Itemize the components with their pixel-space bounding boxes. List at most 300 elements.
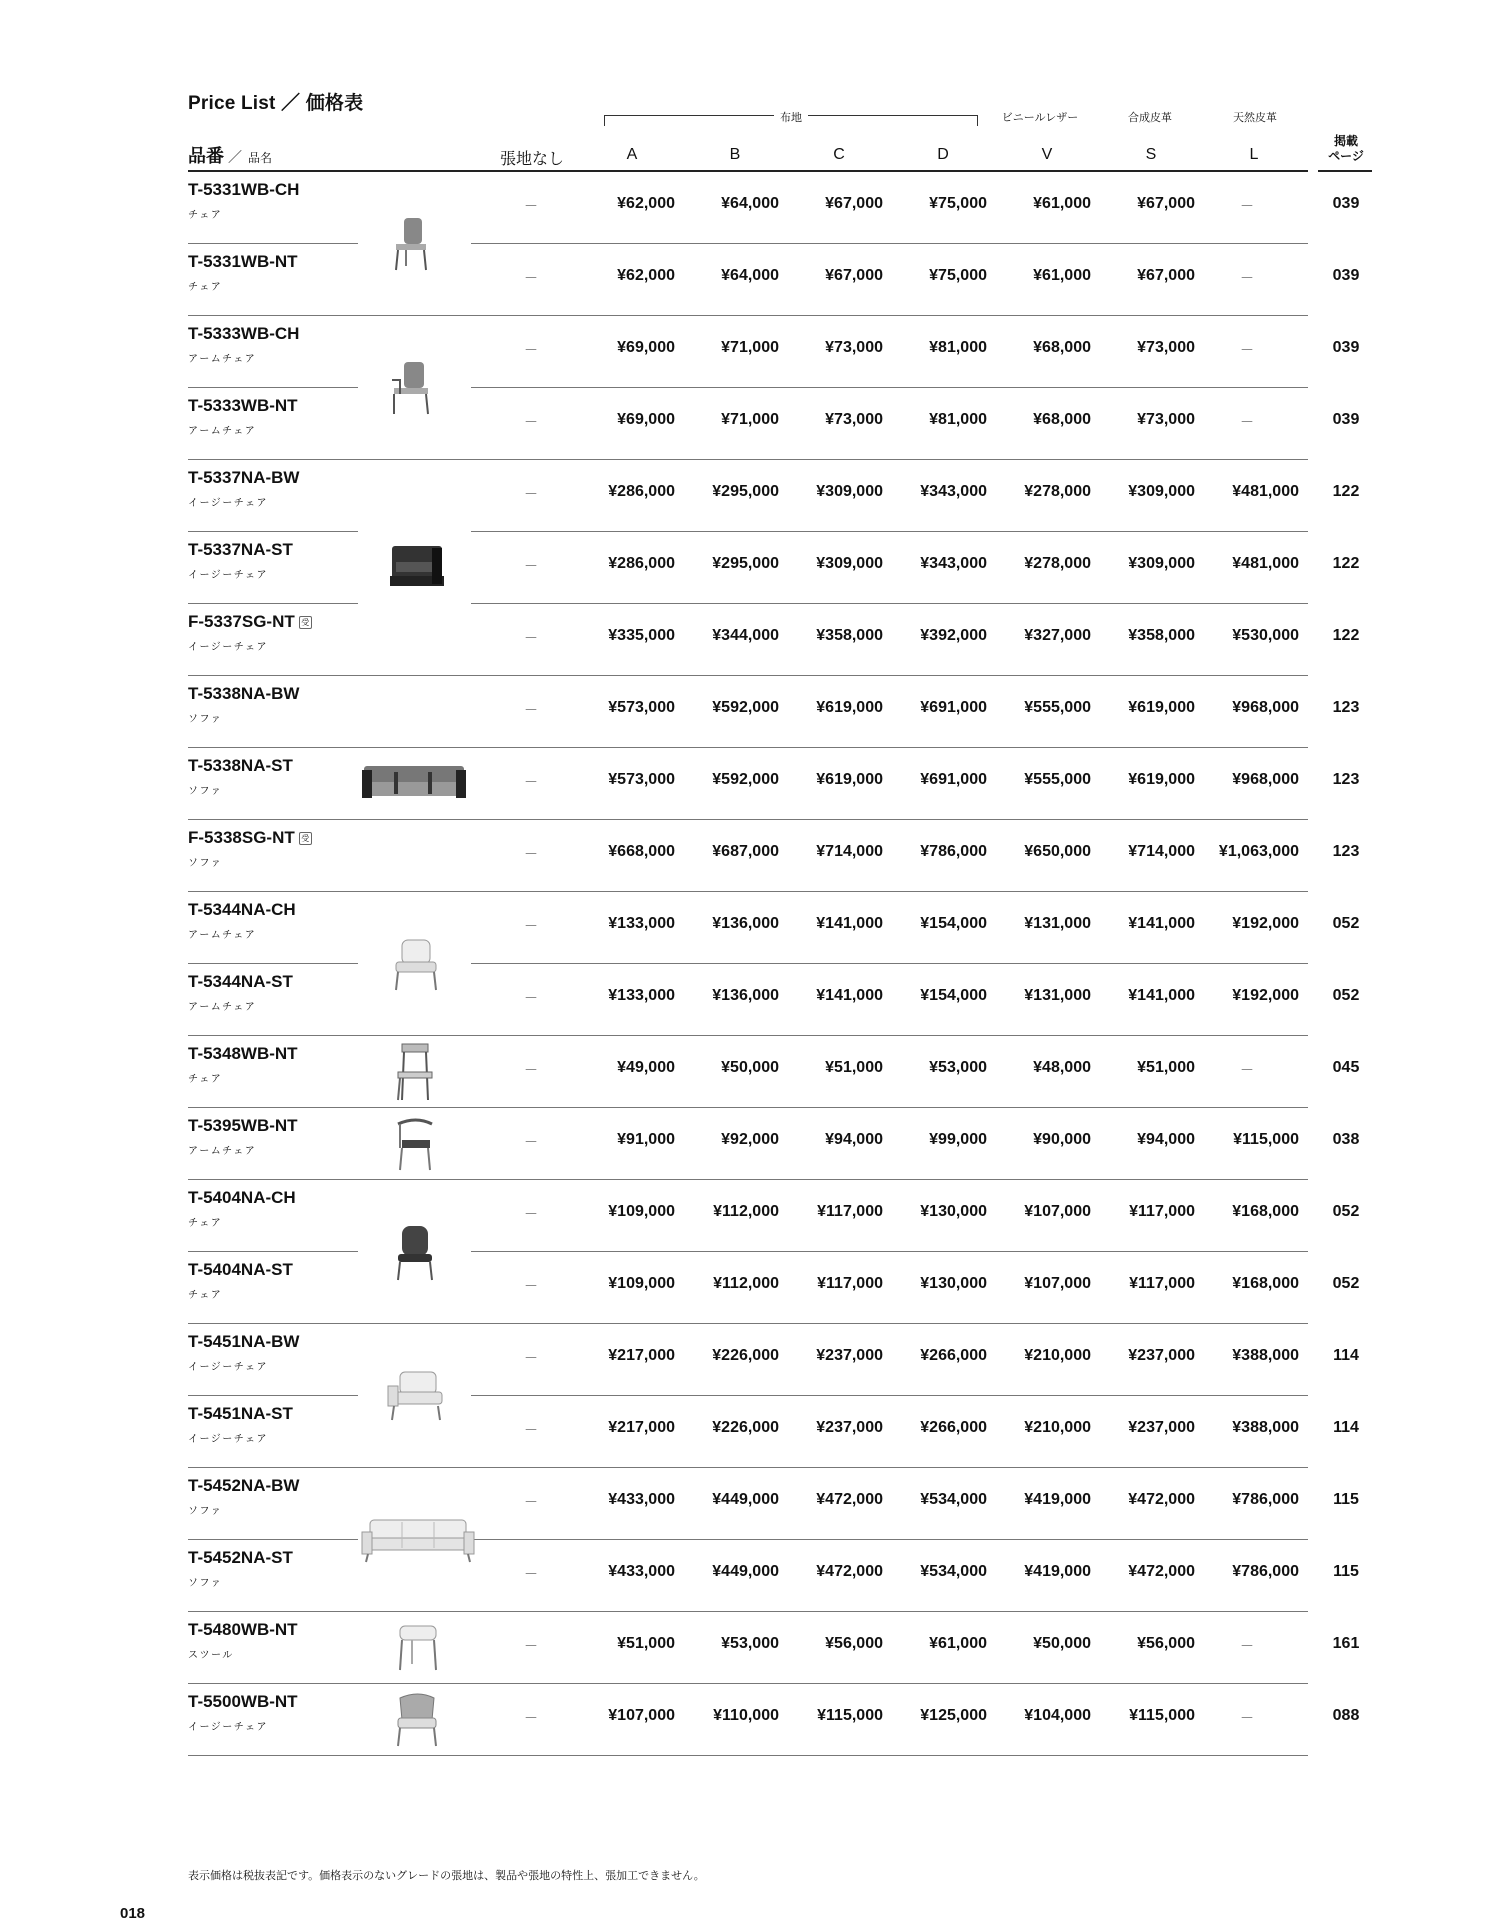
page-ref: 039 <box>1332 411 1360 428</box>
price-cell: － <box>1240 198 1254 214</box>
price-cell: ¥130,000 <box>920 1275 987 1292</box>
arm-chair-white-icon <box>372 934 462 994</box>
price-cell: ¥68,000 <box>1033 339 1091 356</box>
no-upholstery-value: － <box>524 1134 538 1150</box>
side-chair-icon <box>372 214 462 274</box>
table-row <box>0 1252 1503 1324</box>
price-cell: ¥110,000 <box>713 1707 779 1724</box>
price-cell: ¥309,000 <box>816 555 883 572</box>
price-cell: ¥131,000 <box>1024 987 1091 1004</box>
page-ref: 123 <box>1332 771 1360 788</box>
page-ref: 122 <box>1332 627 1360 644</box>
price-cell: ¥69,000 <box>617 411 675 428</box>
product-name: チェア <box>188 1074 223 1085</box>
product-code <box>188 540 293 560</box>
price-cell: ¥237,000 <box>1128 1419 1195 1436</box>
page-ref: 122 <box>1332 483 1360 500</box>
price-cell: ¥278,000 <box>1024 483 1091 500</box>
product-name: アームチェア <box>188 354 257 365</box>
price-cell: ¥107,000 <box>1024 1275 1091 1292</box>
product-code <box>188 1044 298 1064</box>
arm-chair-icon <box>372 358 462 418</box>
price-cell: － <box>1240 270 1254 286</box>
price-cell: ¥534,000 <box>920 1563 987 1580</box>
product-code <box>188 1404 293 1424</box>
product-name: イージーチェア <box>188 642 268 653</box>
product-code-text: T-5500WB-NT <box>188 1692 298 1711</box>
price-cell: ¥237,000 <box>816 1347 883 1364</box>
no-upholstery-value: － <box>524 1062 538 1078</box>
price-cell: ¥53,000 <box>929 1059 987 1076</box>
page-ref: 039 <box>1332 339 1360 356</box>
no-upholstery-value: － <box>524 990 538 1006</box>
page-ref: 052 <box>1332 987 1360 1004</box>
product-code-text: T-5480WB-NT <box>188 1620 298 1639</box>
header-page <box>1320 134 1372 164</box>
table-row <box>0 1180 1503 1252</box>
product-name: アームチェア <box>188 1002 257 1013</box>
price-cell: ¥573,000 <box>608 771 675 788</box>
price-cell: ¥64,000 <box>721 195 779 212</box>
product-code-text: T-5337NA-ST <box>188 540 293 559</box>
product-code-text: T-5404NA-CH <box>188 1188 296 1207</box>
price-cell: ¥449,000 <box>712 1563 779 1580</box>
product-name: イージーチェア <box>188 570 268 581</box>
price-cell: ¥69,000 <box>617 339 675 356</box>
frame-chair-icon <box>372 1042 462 1102</box>
header-slash: ／ <box>228 149 242 165</box>
price-cell: ¥419,000 <box>1024 1563 1091 1580</box>
group-fabric-label: 布地 <box>774 109 808 125</box>
price-cell: ¥343,000 <box>920 483 987 500</box>
price-cell: ¥358,000 <box>1128 627 1195 644</box>
product-code-text: T-5331WB-NT <box>188 252 298 271</box>
price-cell: ¥50,000 <box>721 1059 779 1076</box>
price-cell: ¥71,000 <box>721 339 779 356</box>
price-cell: ¥61,000 <box>929 1635 987 1652</box>
footnote: 表示価格は税抜表記です。価格表示のないグレードの張地は、製品や張地の特性上、張加工できません。 <box>188 1870 705 1882</box>
product-name: ソファ <box>188 1578 223 1589</box>
price-cell: ¥73,000 <box>825 339 883 356</box>
price-cell: ¥309,000 <box>816 483 883 500</box>
product-code-text: T-5348WB-NT <box>188 1044 298 1063</box>
price-cell: ¥51,000 <box>1137 1059 1195 1076</box>
price-cell: ¥691,000 <box>920 771 987 788</box>
price-cell: ¥786,000 <box>1232 1563 1299 1580</box>
price-cell: ¥309,000 <box>1128 483 1195 500</box>
page-ref: 039 <box>1332 195 1360 212</box>
price-cell: ¥141,000 <box>816 987 883 1004</box>
price-cell: － <box>1240 1062 1254 1078</box>
product-code-text: T-5452NA-BW <box>188 1476 300 1495</box>
price-cell: － <box>1240 1638 1254 1654</box>
product-name: チェア <box>188 1290 223 1301</box>
price-cell: ¥67,000 <box>825 195 883 212</box>
price-cell: ¥61,000 <box>1033 195 1091 212</box>
table-row <box>0 532 1503 604</box>
product-name: ソファ <box>188 1506 223 1517</box>
page-number: 018 <box>120 1905 146 1922</box>
price-cell: ¥278,000 <box>1024 555 1091 572</box>
group-synthetic-label: 合成皮革 <box>1128 112 1172 124</box>
price-cell: ¥112,000 <box>713 1275 779 1292</box>
product-code <box>188 468 299 488</box>
price-cell: ¥130,000 <box>920 1203 987 1220</box>
price-cell: ¥530,000 <box>1232 627 1299 644</box>
price-cell: ¥73,000 <box>825 411 883 428</box>
price-cell: ¥109,000 <box>608 1203 675 1220</box>
price-cell: ¥592,000 <box>712 699 779 716</box>
page-ref: 088 <box>1332 1707 1360 1724</box>
product-code <box>188 1620 298 1640</box>
product-code-text: T-5404NA-ST <box>188 1260 293 1279</box>
page-ref: 115 <box>1333 1563 1359 1580</box>
no-upholstery-value: － <box>524 918 538 934</box>
price-cell: ¥266,000 <box>920 1347 987 1364</box>
page-ref: 115 <box>1333 1491 1359 1508</box>
product-code-text: F-5337SG-NT <box>188 612 295 631</box>
product-name: チェア <box>188 282 223 293</box>
no-upholstery-value: － <box>524 486 538 502</box>
header-col-s: S <box>1145 146 1157 163</box>
price-cell: ¥107,000 <box>608 1707 675 1724</box>
easy-chair-icon <box>372 538 462 598</box>
page-ref: 123 <box>1332 699 1360 716</box>
price-cell: － <box>1240 342 1254 358</box>
price-cell: ¥226,000 <box>712 1347 779 1364</box>
price-cell: ¥668,000 <box>608 843 675 860</box>
price-cell: ¥449,000 <box>712 1491 779 1508</box>
price-cell: ¥112,000 <box>713 1203 779 1220</box>
price-cell: ¥358,000 <box>816 627 883 644</box>
product-code <box>188 252 298 272</box>
product-name: スツール <box>188 1650 234 1661</box>
no-upholstery-value: － <box>524 1350 538 1366</box>
price-cell: ¥433,000 <box>608 1491 675 1508</box>
stool-icon <box>372 1618 462 1678</box>
wood-arm-chair-icon <box>372 1114 462 1174</box>
header-hinban-text: 品番 <box>188 146 224 166</box>
price-cell: ¥141,000 <box>816 915 883 932</box>
product-name: ソファ <box>188 786 223 797</box>
table-row <box>0 1540 1503 1612</box>
no-upholstery-value: － <box>524 1566 538 1582</box>
price-cell: ¥51,000 <box>825 1059 883 1076</box>
header-hinban <box>188 142 272 168</box>
price-cell: ¥51,000 <box>617 1635 675 1652</box>
sofa-icon <box>360 754 476 814</box>
price-cell: ¥141,000 <box>1128 915 1195 932</box>
price-cell: ¥107,000 <box>1024 1203 1091 1220</box>
table-row <box>0 892 1503 964</box>
product-code-text: T-5333WB-NT <box>188 396 298 415</box>
price-cell: ¥344,000 <box>712 627 779 644</box>
price-cell: ¥61,000 <box>1033 267 1091 284</box>
price-cell: ¥115,000 <box>1129 1707 1195 1724</box>
group-vinyl-label: ビニールレザー <box>1001 112 1079 124</box>
product-name: イージーチェア <box>188 1434 268 1445</box>
price-cell: ¥64,000 <box>721 267 779 284</box>
price-cell: ¥210,000 <box>1024 1419 1091 1436</box>
price-cell: ¥50,000 <box>1033 1635 1091 1652</box>
price-cell: ¥91,000 <box>617 1131 675 1148</box>
price-cell: ¥217,000 <box>608 1419 675 1436</box>
price-cell: ¥73,000 <box>1137 339 1195 356</box>
product-code <box>188 1116 298 1136</box>
price-cell: ¥73,000 <box>1137 411 1195 428</box>
product-code-text: T-5395WB-NT <box>188 1116 298 1135</box>
price-cell: ¥210,000 <box>1024 1347 1091 1364</box>
price-cell: － <box>1240 1710 1254 1726</box>
header-col-v: V <box>1041 146 1053 163</box>
header-hinmei: 品名 <box>248 151 273 165</box>
price-cell: ¥117,000 <box>1129 1203 1195 1220</box>
price-cell: ¥136,000 <box>712 987 779 1004</box>
price-cell: ¥71,000 <box>721 411 779 428</box>
price-cell: ¥309,000 <box>1128 555 1195 572</box>
product-name: アームチェア <box>188 1146 257 1157</box>
price-cell: ¥419,000 <box>1024 1491 1091 1508</box>
price-cell: ¥619,000 <box>816 699 883 716</box>
product-code <box>188 396 298 416</box>
price-cell: ¥117,000 <box>817 1203 883 1220</box>
product-code <box>188 828 312 848</box>
table-row <box>0 964 1503 1036</box>
product-code-text: T-5344NA-CH <box>188 900 296 919</box>
price-cell: ¥295,000 <box>712 483 779 500</box>
price-cell: ¥217,000 <box>608 1347 675 1364</box>
table-row <box>0 1396 1503 1468</box>
order-badge: 受 <box>299 616 312 629</box>
product-code-text: T-5451NA-ST <box>188 1404 293 1423</box>
price-cell: ¥192,000 <box>1232 915 1299 932</box>
price-cell: ¥388,000 <box>1232 1347 1299 1364</box>
tub-chair-icon <box>372 1690 462 1750</box>
table-row <box>0 676 1503 748</box>
product-name: アームチェア <box>188 426 257 437</box>
price-cell: ¥786,000 <box>1232 1491 1299 1508</box>
price-cell: ¥968,000 <box>1232 771 1299 788</box>
page-title: Price List ／ 価格表 <box>188 93 364 114</box>
price-cell: ¥1,063,000 <box>1218 843 1299 860</box>
price-cell: ¥226,000 <box>712 1419 779 1436</box>
header-no-upholstery: 張地なし <box>499 151 564 168</box>
price-cell: ¥433,000 <box>608 1563 675 1580</box>
group-natural-label: 天然皮革 <box>1233 112 1277 124</box>
price-cell: ¥62,000 <box>617 195 675 212</box>
table-row <box>0 1108 1503 1180</box>
no-upholstery-value: － <box>524 630 538 646</box>
table-row <box>0 604 1503 676</box>
price-cell: ¥237,000 <box>1128 1347 1195 1364</box>
price-cell: ¥81,000 <box>929 339 987 356</box>
page-ref: 123 <box>1332 843 1360 860</box>
price-cell: ¥67,000 <box>1137 195 1195 212</box>
price-cell: ¥117,000 <box>1129 1275 1195 1292</box>
page-ref: 122 <box>1332 555 1360 572</box>
price-cell: ¥53,000 <box>721 1635 779 1652</box>
table-row <box>0 460 1503 532</box>
table-row <box>0 748 1503 820</box>
price-cell: ¥968,000 <box>1232 699 1299 716</box>
price-cell: ¥481,000 <box>1232 483 1299 500</box>
product-code-text: T-5331WB-CH <box>188 180 300 199</box>
price-cell: ¥115,000 <box>817 1707 883 1724</box>
long-sofa-icon <box>360 1510 476 1570</box>
header-col-l: L <box>1249 146 1259 163</box>
price-cell: ¥90,000 <box>1033 1131 1091 1148</box>
product-code-text: T-5338NA-ST <box>188 756 293 775</box>
product-name: ソファ <box>188 714 223 725</box>
price-cell: ¥786,000 <box>920 843 987 860</box>
price-cell: ¥67,000 <box>1137 267 1195 284</box>
price-cell: ¥115,000 <box>1233 1131 1299 1148</box>
price-cell: ¥472,000 <box>1128 1491 1195 1508</box>
product-code <box>188 1260 293 1280</box>
order-badge: 受 <box>299 832 312 845</box>
price-cell: ¥619,000 <box>1128 699 1195 716</box>
product-name: アームチェア <box>188 930 257 941</box>
price-cell: ¥94,000 <box>825 1131 883 1148</box>
price-cell: ¥472,000 <box>816 1563 883 1580</box>
price-cell: ¥714,000 <box>1128 843 1195 860</box>
table-row <box>0 1468 1503 1540</box>
price-cell: ¥92,000 <box>721 1131 779 1148</box>
page-ref: 114 <box>1333 1347 1359 1364</box>
price-cell: ¥131,000 <box>1024 915 1091 932</box>
lounge-chair-icon <box>372 1366 462 1426</box>
product-name: チェア <box>188 1218 223 1229</box>
no-upholstery-value: － <box>524 1278 538 1294</box>
product-code-text: T-5338NA-BW <box>188 684 300 703</box>
price-cell: ¥573,000 <box>608 699 675 716</box>
table-row <box>0 1684 1503 1756</box>
product-code-text: T-5452NA-ST <box>188 1548 293 1567</box>
no-upholstery-value: － <box>524 342 538 358</box>
no-upholstery-value: － <box>524 558 538 574</box>
product-name: イージーチェア <box>188 1362 268 1373</box>
product-code <box>188 900 296 920</box>
no-upholstery-value: － <box>524 1638 538 1654</box>
product-code-text: T-5451NA-BW <box>188 1332 300 1351</box>
price-cell: ¥481,000 <box>1232 555 1299 572</box>
table-row <box>0 1324 1503 1396</box>
price-cell: ¥99,000 <box>929 1131 987 1148</box>
page-ref: 045 <box>1332 1059 1360 1076</box>
product-code <box>188 756 293 776</box>
price-cell: ¥691,000 <box>920 699 987 716</box>
price-cell: ¥472,000 <box>1128 1563 1195 1580</box>
product-code <box>188 324 299 344</box>
price-cell: ¥49,000 <box>617 1059 675 1076</box>
price-cell: ¥104,000 <box>1024 1707 1091 1724</box>
price-cell: ¥592,000 <box>712 771 779 788</box>
price-cell: ¥141,000 <box>1128 987 1195 1004</box>
price-cell: ¥327,000 <box>1024 627 1091 644</box>
product-code <box>188 612 312 632</box>
price-cell: ¥56,000 <box>1137 1635 1195 1652</box>
no-upholstery-value: － <box>524 1710 538 1726</box>
price-cell: ¥650,000 <box>1024 843 1091 860</box>
price-cell: ¥168,000 <box>1232 1203 1299 1220</box>
price-cell: ¥56,000 <box>825 1635 883 1652</box>
price-cell: ¥154,000 <box>920 915 987 932</box>
page-ref: 038 <box>1332 1131 1360 1148</box>
price-cell: ¥286,000 <box>608 483 675 500</box>
no-upholstery-value: － <box>524 1494 538 1510</box>
price-cell: ¥133,000 <box>608 987 675 1004</box>
product-name: イージーチェア <box>188 498 268 509</box>
no-upholstery-value: － <box>524 1422 538 1438</box>
price-cell: ¥136,000 <box>712 915 779 932</box>
price-cell: ¥81,000 <box>929 411 987 428</box>
product-code-text: T-5333WB-CH <box>188 324 300 343</box>
price-cell: ¥295,000 <box>712 555 779 572</box>
price-cell: ¥62,000 <box>617 267 675 284</box>
price-cell: ¥109,000 <box>608 1275 675 1292</box>
price-cell: ¥75,000 <box>929 267 987 284</box>
no-upholstery-value: － <box>524 198 538 214</box>
product-name: チェア <box>188 210 223 221</box>
no-upholstery-value: － <box>524 414 538 430</box>
header-col-a: A <box>626 146 638 163</box>
price-cell: ¥168,000 <box>1232 1275 1299 1292</box>
header-page-line1: 掲載 <box>1333 134 1358 148</box>
price-cell: ¥335,000 <box>608 627 675 644</box>
product-code <box>188 1692 298 1712</box>
product-code <box>188 972 293 992</box>
row-divider <box>188 1755 1308 1756</box>
product-code <box>188 684 299 704</box>
mesh-chair-icon <box>372 1222 462 1282</box>
price-cell: ¥192,000 <box>1232 987 1299 1004</box>
table-row <box>0 820 1503 892</box>
no-upholstery-value: － <box>524 270 538 286</box>
product-code <box>188 1188 296 1208</box>
header-col-c: C <box>833 146 845 163</box>
no-upholstery-value: － <box>524 1206 538 1222</box>
price-cell: － <box>1240 414 1254 430</box>
price-cell: ¥125,000 <box>920 1707 987 1724</box>
product-code <box>188 1476 299 1496</box>
price-cell: ¥392,000 <box>920 627 987 644</box>
product-name: イージーチェア <box>188 1722 268 1733</box>
table-row <box>0 244 1503 316</box>
price-cell: ¥472,000 <box>816 1491 883 1508</box>
product-code-text: T-5344NA-ST <box>188 972 293 991</box>
page-ref: 052 <box>1332 915 1360 932</box>
price-cell: ¥75,000 <box>929 195 987 212</box>
product-code <box>188 1332 299 1352</box>
header-col-d: D <box>937 146 949 163</box>
price-cell: ¥286,000 <box>608 555 675 572</box>
header-page-line2: ページ <box>1328 149 1364 163</box>
table-row <box>0 388 1503 460</box>
product-code-text: T-5337NA-BW <box>188 468 300 487</box>
page-ref: 114 <box>1333 1419 1359 1436</box>
page-ref: 039 <box>1332 267 1360 284</box>
price-cell: ¥48,000 <box>1033 1059 1091 1076</box>
price-cell: ¥117,000 <box>817 1275 883 1292</box>
price-cell: ¥555,000 <box>1024 771 1091 788</box>
page-ref: 052 <box>1332 1203 1360 1220</box>
price-cell: ¥67,000 <box>825 267 883 284</box>
price-cell: ¥343,000 <box>920 555 987 572</box>
table-row <box>0 172 1503 244</box>
price-cell: ¥154,000 <box>920 987 987 1004</box>
price-cell: ¥266,000 <box>920 1419 987 1436</box>
price-cell: ¥714,000 <box>816 843 883 860</box>
